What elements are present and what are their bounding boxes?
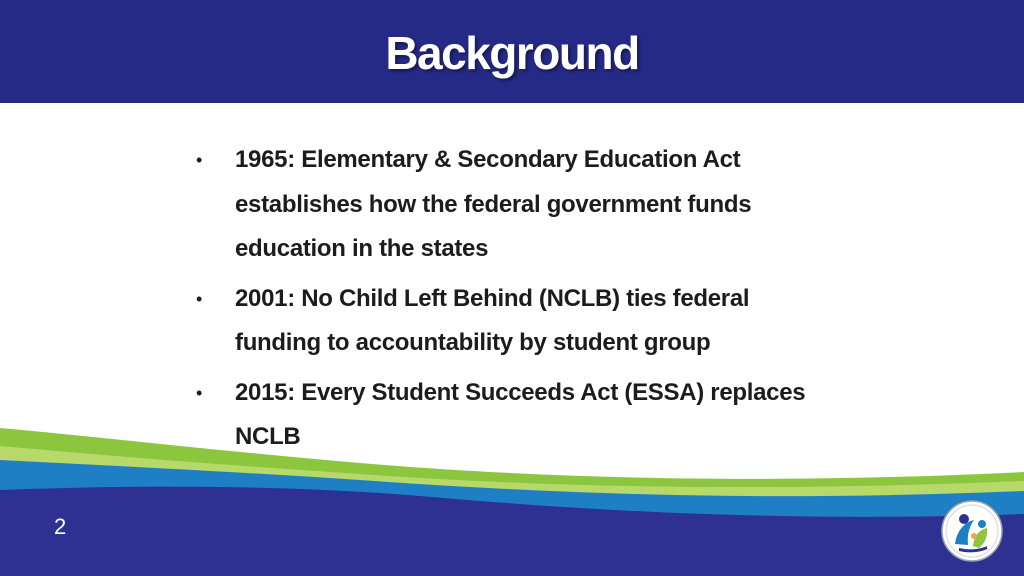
page-number: 2 <box>54 514 67 539</box>
bullet-text: 1965: Elementary & Secondary Education Act establishes how the federal government funds education in the states <box>235 146 752 262</box>
bullet-text: 2015: Every Student Succeeds Act (ESSA) replaces NCLB <box>235 378 806 450</box>
bullet-icon: • <box>196 382 203 403</box>
slide-title: Background <box>385 27 639 79</box>
bullet-icon: • <box>196 288 203 309</box>
family-logo-icon <box>941 500 1003 562</box>
bullet-icon: • <box>196 150 203 170</box>
bullet-text: 2001: No Child Left Behind (NCLB) ties federal funding to accountability by student group <box>235 284 750 356</box>
